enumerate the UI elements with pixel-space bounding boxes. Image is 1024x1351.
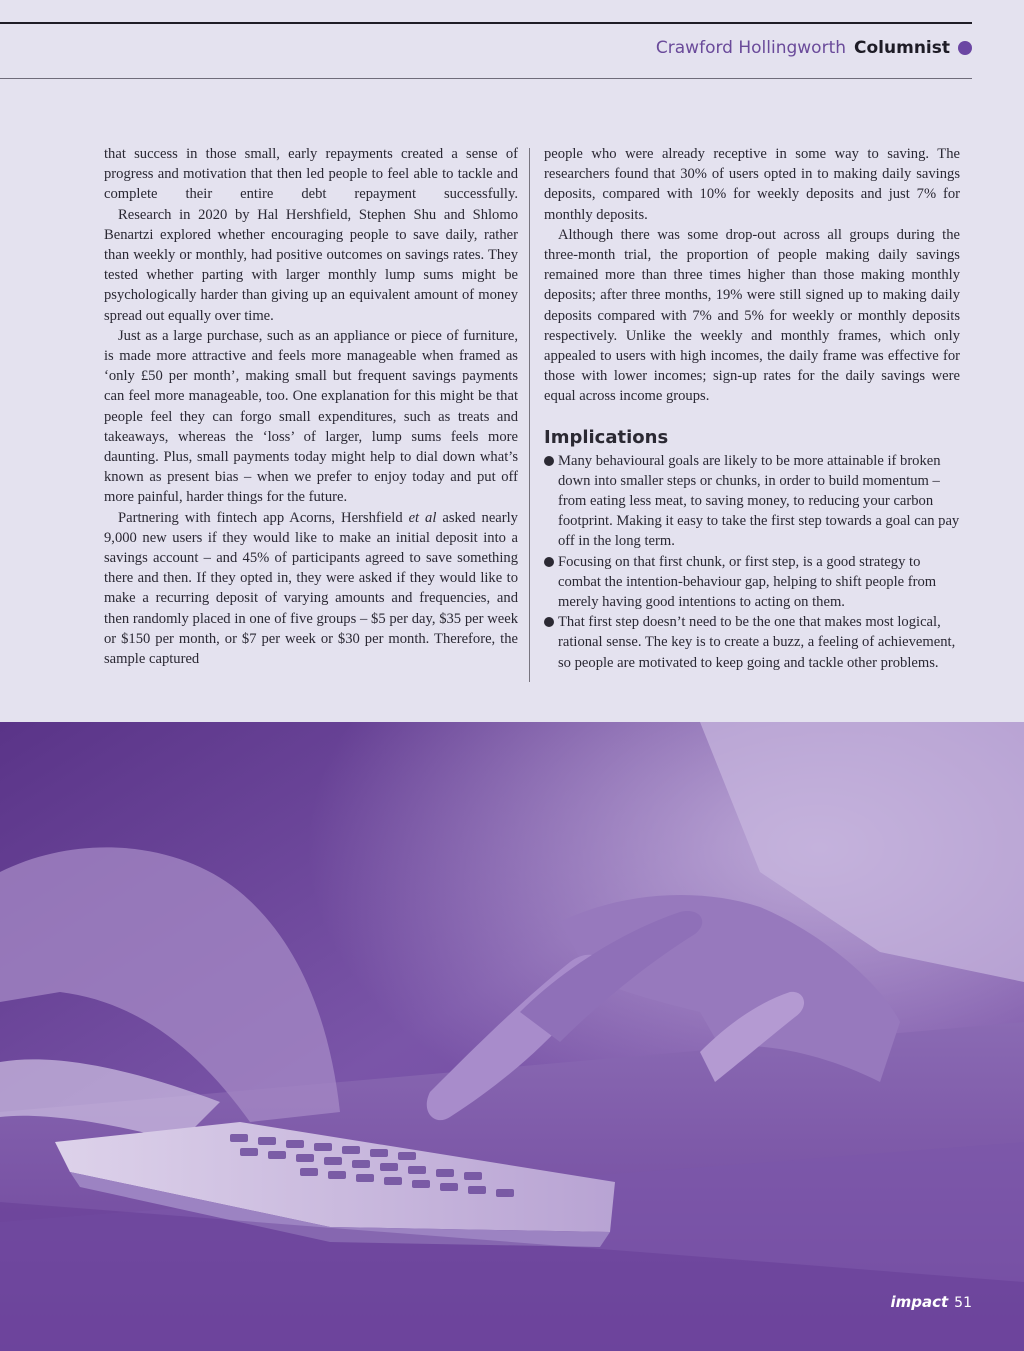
list-item: Many behavioural goals are likely to be more attainable if broken down into smaller steps or chunks, in order to build momentum – from eating less meat, to saving money, to reducing your carbon footprint. Making it easy to take the first step towards a goal can pay off in the long term. bbox=[544, 451, 960, 552]
paragraph-text: asked nearly 9,000 new users if they would like to make an initial deposit into a savings account – and 45% of participants agreed to save something there and then. If they opted in, they were asked if they would like to make a recurring deposit of varying amounts and frequencies, and then randomly placed in one of five groups – $5 per day, $35 per week or $150 per month, or $7 per week or $30 per month. Therefore, the sample captured bbox=[104, 509, 518, 668]
header-rule bbox=[0, 78, 972, 79]
paragraph: Research in 2020 by Hal Hershfield, Stephen Shu and Shlomo Benartzi explored whether encouraging people to save daily, rather than weekly or monthly, had positive outcomes on savings rates. They tested whether parting with larger monthly lump sums might be psychologically harder than giving up an equivalent amount of money spread out equally over time. bbox=[104, 206, 518, 324]
calculator-photo bbox=[0, 722, 1024, 1351]
page-number: 51 bbox=[954, 1295, 972, 1311]
brand-logo: impact bbox=[890, 1293, 949, 1311]
paragraph: Just as a large purchase, such as an appliance or piece of furniture, is made more attractive and feels more manageable when framed as ‘only £50 per month’, making small but frequent savings payments can feel more manageable, too. One explanation for this might be that people feel they can forgo small expenditures, such as treats and takeaways, whereas the ‘loss’ of larger, lump sums feels more daunting. Plus, small payments today might help to dial down what’s known as present bias – when we prefer to enjoy today and put off more painful, harder things for the future. bbox=[104, 327, 518, 506]
right-column bbox=[544, 144, 960, 673]
running-head bbox=[656, 38, 972, 58]
implications-list bbox=[544, 451, 960, 673]
list-item: That first step doesn’t need to be the one that makes most logical, rational sense. The key is to create a buzz, a feeling of achievement, so people are motivated to keep going and tackle other problems. bbox=[544, 612, 960, 673]
column-divider bbox=[529, 148, 530, 682]
paragraph: people who were already receptive in some way to saving. The researchers found that 30% of users opted in to making daily savings deposits, compared with 10% for weekly deposits and just 7% for monthly deposits. bbox=[544, 146, 960, 223]
author-role: Columnist bbox=[854, 38, 950, 58]
paragraph bbox=[104, 508, 518, 670]
paragraph: that success in those small, early repayments created a sense of progress and motivation that then led people to feel able to tackle and complete their entire debt repayment successfully. bbox=[104, 146, 518, 203]
accent-dot-icon bbox=[958, 41, 972, 55]
list-item: Focusing on that first chunk, or first step, is a good strategy to combat the intention-behaviour gap, helping to shift people from merely having good intentions to acting on them. bbox=[544, 552, 960, 613]
paragraph-text: Partnering with fintech app Acorns, Hershfield bbox=[118, 509, 409, 526]
top-rule bbox=[0, 22, 972, 24]
left-column bbox=[104, 144, 518, 669]
emphasis-text: et al bbox=[408, 509, 437, 526]
page-footer bbox=[890, 1293, 972, 1311]
section-heading: Implications bbox=[544, 426, 669, 448]
author-name: Crawford Hollingworth bbox=[655, 38, 847, 58]
paragraph: Although there was some drop-out across all groups during the three-month trial, the proportion of people making daily savings remained more than three times higher than those making monthly deposits; after three months, 19% were still signed up to making daily deposits compared with 7% and 5% for weekly or monthly deposits respectively. Unlike the weekly and monthly frames, which only appealed to users with high incomes, the daily frame was effective for those with lower incomes; sign-up rates for the daily savings were equal across income groups. bbox=[544, 226, 960, 405]
